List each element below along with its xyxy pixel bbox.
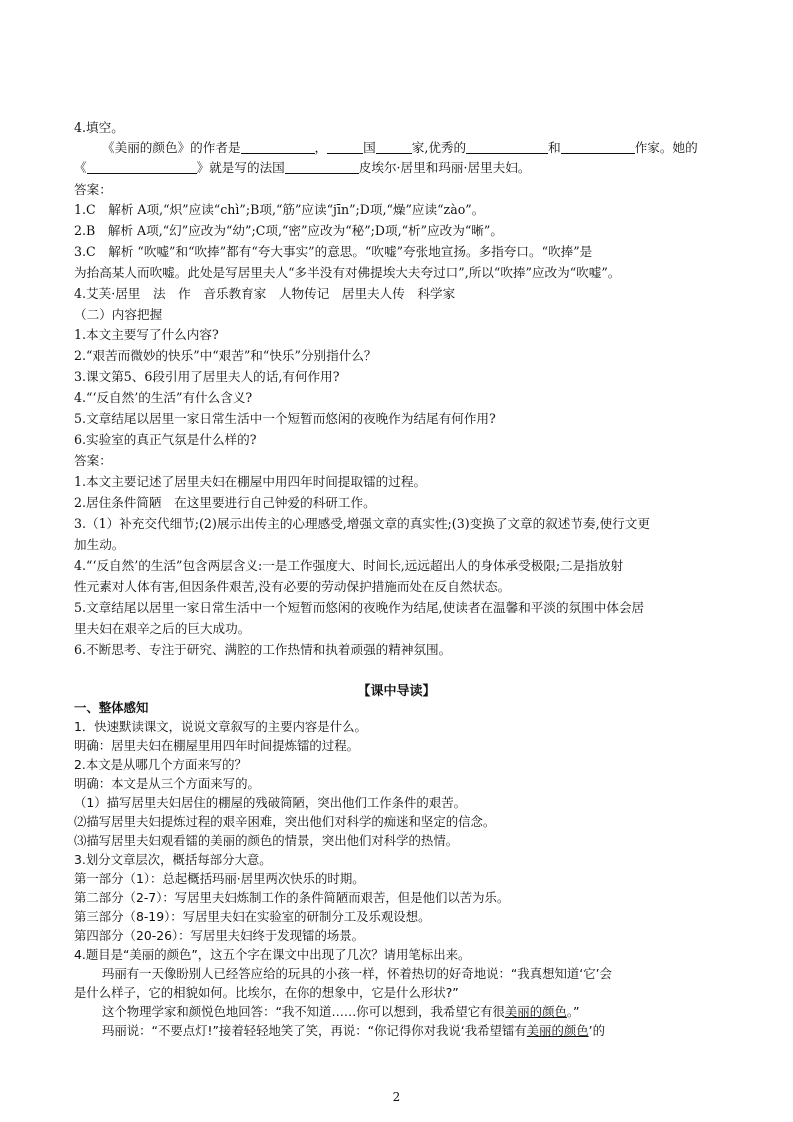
answer-4-cont: 性元素对人体有害,但因条件艰苦,没有必要的劳动保护措施而处在反自然状态。 — [74, 579, 511, 594]
question-1: 1.本文主要写了什么内容? — [74, 327, 219, 342]
answer-3: 3.（1）补充交代细节;(2)展示出传主的心理感受,增强文章的真实性;(3)变换了文章的叙述节奏,使行文更 — [74, 516, 650, 531]
question-4-title: 4.填空。 — [74, 120, 124, 135]
answer-3: 3.C 解析 “吹嘘”和“吹捧”都有“夸大事实”的意思。“吹嘘”夸张地宣扬。多指夸口。“吹捧”是 — [74, 244, 593, 259]
answer-4: 4.艾芙·居里 法 作 音乐教育家 人物传记 居里夫人传 科学家 — [74, 286, 456, 301]
blank[interactable] — [241, 140, 315, 154]
question-5: 5.文章结尾以居里一家日常生活中一个短暂而悠闲的夜晚作为结尾有何作用? — [74, 411, 496, 426]
page-number: 2 — [392, 1090, 401, 1104]
guide-line: （1）描写居里夫妇居住的棚屋的残破简陋，突出他们工作条件的艰苦。 — [74, 795, 466, 810]
guide-line: 明确：本文是从三个方面来写的。 — [74, 776, 260, 791]
answer-3-cont: 为抬高某人而吹嘘。此处是写居里夫人“多半没有对佛提埃大夫夸过口”,所以“吹捧”应改为“吹嘘”。 — [74, 265, 621, 280]
guide-line: 3.划分文章层次，概括每部分大意。 — [74, 852, 272, 867]
section-heading: 【课中导读】 — [357, 684, 436, 699]
guide-quote: 是什么样子，它的相貌如何。比埃尔，在你的想象中，它是什么形状?” — [74, 985, 459, 1000]
question-6: 6.实验室的真正气氛是什么样的? — [74, 432, 257, 447]
guide-line: 4.题目是“美丽的颜色”，这五个字在课文中出现了几次？请用笔标出来。 — [74, 947, 471, 962]
blank[interactable] — [376, 140, 412, 154]
answer-2: 2.居住条件简陋 在这里要进行自己钟爱的科研工作。 — [74, 495, 376, 510]
answers-label: 答案： — [74, 182, 112, 197]
guide-line: 2.本文是从哪几个方面来写的？ — [74, 757, 247, 772]
highlighted-phrase: 美丽的颜色 — [526, 1023, 589, 1038]
guide-line: 第一部分（1）：总起概括玛丽·居里两次快乐的时期。 — [74, 871, 365, 886]
question-4-line-2: 《 》就是写的法国 皮埃尔·居里和玛丽·居里夫妇。 — [74, 160, 531, 175]
guide-quote: 玛丽说：“不要点灯!”接着轻轻地笑了笑，再说：“你记得你对我说‘我希望镭有美丽的颜色’的 — [102, 1023, 605, 1038]
blank[interactable] — [87, 160, 197, 174]
answer-1: 1.本文主要记述了居里夫妇在棚屋中用四年时间提取镭的过程。 — [74, 474, 427, 489]
guide-line: ⑶描写居里夫妇观看镭的美丽的颜色的情景，突出他们对科学的热情。 — [74, 833, 459, 848]
answer-3-cont: 加生动。 — [74, 537, 125, 552]
highlighted-phrase: 美丽的颜色 — [504, 1004, 567, 1019]
guide-line: ⑵描写居里夫妇提炼过程的艰辛困难，突出他们对科学的痴迷和坚定的信念。 — [74, 814, 496, 829]
blank[interactable] — [561, 140, 635, 154]
section-title: （二）内容把握 — [74, 307, 163, 322]
guide-quote: 玛丽有一天像盼别人已经答应给的玩具的小孩一样，怀着热切的好奇地说：“我真想知道‘它’会 — [102, 966, 612, 981]
answer-2: 2.B 解析 A项,“幻”应改为“幼”;C项,“密”应改为“秘”;D项,“析”应改为“晰”。 — [74, 223, 503, 238]
answers-label: 答案： — [74, 453, 112, 468]
guide-line: 1．快速默读课文，说说文章叙写的主要内容是什么。 — [74, 719, 367, 734]
guide-line: 第二部分（2-7）：写居里夫妇炼制工作的条件简陋而艰苦，但是他们以苦为乐。 — [74, 890, 510, 905]
answer-1: 1.C 解析 A项,“炽”应读“chì”;B项,“筋”应读“jīn”;D项,“燥”应读“zào”。 — [74, 202, 485, 217]
guide-line: 第三部分（8-19）：写居里夫妇在实验室的研制分工及乐观设想。 — [74, 909, 431, 924]
question-3: 3.课文第5、6段引用了居里夫人的话,有何作用? — [74, 369, 340, 384]
guide-heading: 一、整体感知 — [74, 700, 149, 715]
answer-4: 4.“‘反自然’的生活”包含两层含义:一是工作强度大、时间长,远远超出人的身体承受极限;二是指放射 — [74, 558, 624, 573]
guide-line: 明确：居里夫妇在棚屋里用四年时间提炼镭的过程。 — [74, 738, 359, 753]
guide-quote: 这个物理学家和颜悦色地回答：“我不知道……你可以想到，我希望它有很美丽的颜色。” — [102, 1004, 580, 1019]
blank[interactable] — [327, 140, 363, 154]
blank[interactable] — [285, 160, 359, 174]
question-4-line-1: 《美丽的颜色》的作者是 ， 国 家,优秀的 和 作家。她的 — [102, 140, 698, 155]
answer-6: 6.不断思考、专注于研究、满腔的工作热情和执着顽强的精神氛围。 — [74, 642, 452, 657]
answer-5-cont: 里夫妇在艰辛之后的巨大成功。 — [74, 621, 251, 636]
answer-5: 5.文章结尾以居里一家日常生活中一个短暂而悠闲的夜晚作为结尾,使读者在温馨和平淡的氛围中体会居 — [74, 600, 645, 615]
guide-line: 第四部分（20-26）：写居里夫妇终于发现镭的场景。 — [74, 928, 365, 943]
question-2: 2.“艰苦而微妙的快乐”中“艰苦”和“快乐”分别指什么？ — [74, 348, 377, 363]
question-4: 4.“‘反自然’的生活”有什么含义? — [74, 390, 253, 405]
blank[interactable] — [466, 140, 548, 154]
